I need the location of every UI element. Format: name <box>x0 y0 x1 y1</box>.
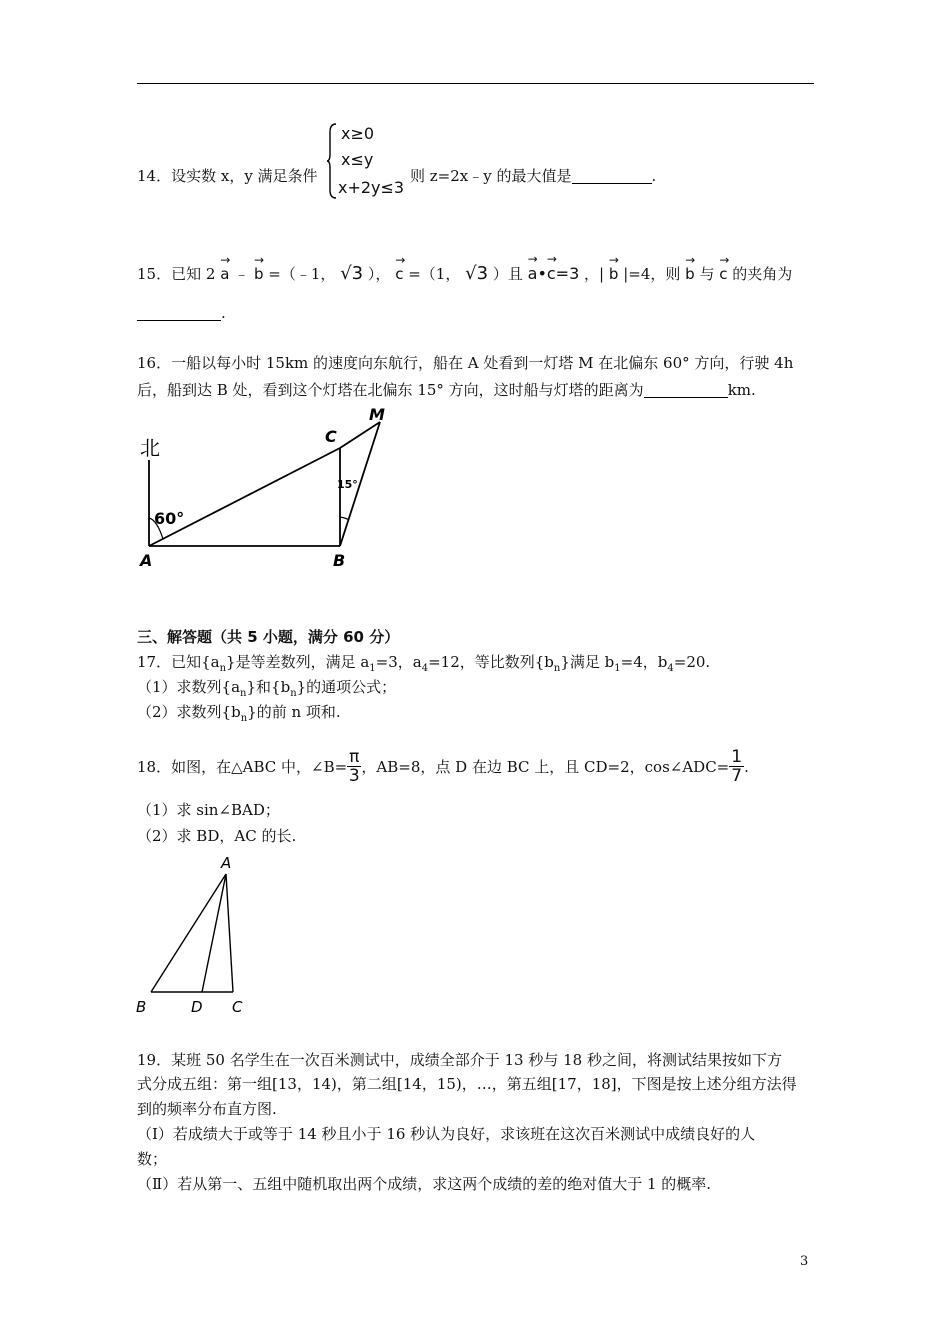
q17-line-1: 17．已知$\{a_n\}$是等差数列，满足 $a_1=3$，$a_4=12$，等比数列$\{b_n\}$满足 $b_1=4$，$b_4=20$. <box>137 653 711 674</box>
section-3-heading: 三、解答题（共 5 小题，满分 60 分） <box>137 628 400 646</box>
q15-vector-b-abs: → b <box>608 253 619 283</box>
q15-vector-b-angle: → b <box>685 253 696 283</box>
q18-fraction-pi-over-3: $\frac{\pi}{3}$ <box>348 747 360 786</box>
line-CM <box>340 422 380 448</box>
q16-unit: km. <box>727 381 756 399</box>
q19-line-2: 式分成五组：第一组[13，14)，第二组[14，15)，…，第五组[17，18]，下图是按上述分组方法得 <box>137 1075 797 1093</box>
label-C: C <box>325 427 337 446</box>
q17-part-2: （2）求数列$\{b_n\}$的前 n 项和. <box>137 703 341 724</box>
angle-arc-B <box>340 517 349 520</box>
label-D: D <box>191 998 203 1016</box>
q16-line-2-text: 后，船到达 B 处，看到这个灯塔在北偏东 15° 方向，这时船与灯塔的距离为 <box>137 381 644 399</box>
q15-minus: ﹣ <box>234 265 250 283</box>
line-AB <box>151 874 226 992</box>
q14-prefix: 14．设实数 x，y 满足条件 <box>137 167 318 185</box>
q17-part-1: （1）求数列$\{a_n\}$和$\{b_n\}$的通项公式； <box>137 678 397 699</box>
q15-end: . <box>221 304 226 322</box>
q15-t1: 15．已知 2 <box>137 265 216 283</box>
q18-line-1 <box>137 748 749 785</box>
label-A: A <box>140 551 153 570</box>
q15-t2: =（﹣1， <box>268 265 336 283</box>
q14-condition-3: x+2y≤3 <box>338 178 405 197</box>
q15-t8: ，| <box>584 265 605 283</box>
q18-t1: 18．如图，在△ABC 中，∠B= <box>137 758 348 776</box>
q18-t3: . <box>744 757 749 776</box>
q16-answer-blank <box>644 383 728 398</box>
q19-line-3: 到的频率分布直方图. <box>137 1100 277 1118</box>
q19-line-1: 19．某班 50 名学生在一次百米测试中，成绩全部介于 13 秒与 18 秒之间，将测试结果按如下方 <box>137 1051 782 1069</box>
q15-answer <box>137 304 226 322</box>
q14-condition-1: x≥0 <box>341 124 375 143</box>
header-rule <box>137 83 814 84</box>
q15-t4: =（1， <box>408 265 461 283</box>
q18-part-2: （2）求 BD，AC 的长. <box>137 827 297 845</box>
q14-brace <box>326 122 338 200</box>
q19-line-6: （Ⅱ）若从第一、五组中随机取出两个成绩，求这两个成绩的差的绝对值大于 1 的概率. <box>137 1175 712 1193</box>
q18-figure <box>130 850 260 1020</box>
label-A: A <box>221 854 232 872</box>
q18-fraction-1-over-7: $\frac{1}{7}$ <box>731 747 743 786</box>
q15-vector-c: → c <box>395 253 406 283</box>
q15-t3: ）， <box>367 265 391 283</box>
q18-t2: ，AB=8，点 D 在边 BC 上，且 CD=2，cos∠ADC= <box>361 758 730 776</box>
q15-t10: 与 <box>699 265 715 283</box>
label-north: 北 <box>140 436 160 460</box>
line-AC <box>226 874 233 992</box>
label-angle-60: 60° <box>154 509 185 528</box>
q16-figure <box>130 400 400 575</box>
q15-sqrt3-b: √3 <box>465 263 489 284</box>
q15-sqrt3-a: √3 <box>340 263 364 284</box>
q15-line <box>137 252 793 284</box>
label-B: B <box>136 998 147 1016</box>
q19-line-4: （Ⅰ）若成绩大于或等于 14 秒且小于 16 秒认为良好，求该班在这次百米测试中成绩良好的人 <box>137 1125 756 1143</box>
q15-t11: 的夹角为 <box>732 265 793 283</box>
q14-suffix <box>410 165 656 186</box>
q15-vector-c-angle: → c <box>719 253 730 283</box>
label-B: B <box>333 551 346 570</box>
page-number: 3 <box>800 1254 809 1269</box>
label-C: C <box>232 998 243 1016</box>
q15-vector-b: → b <box>253 253 265 283</box>
q15-dot-product: → a• → c=3 <box>527 252 580 283</box>
label-angle-15: 15° <box>337 478 358 491</box>
q16-line-1: 16．一船以每小时 15km 的速度向东航行，船在 A 处看到一灯塔 M 在北偏东 60° 方向，行驶 4h <box>137 354 794 372</box>
q19-line-5: 数； <box>137 1150 168 1168</box>
q15-answer-blank <box>137 306 221 321</box>
q18-part-1: （1）求 sin∠BAD； <box>137 801 280 819</box>
q14-answer-blank <box>572 169 652 184</box>
q16-line-2 <box>137 379 756 400</box>
q15-vector-a: → a <box>220 253 231 283</box>
q14-condition-2: x≤y <box>341 150 374 169</box>
q14-end: . <box>651 167 657 185</box>
q15-t5: ）且 <box>492 265 523 283</box>
line-AC <box>149 448 340 546</box>
q14-suffix-text: 则 z=2x﹣y 的最大值是 <box>410 167 572 185</box>
label-M: M <box>369 405 385 424</box>
q15-t9: |=4，则 <box>623 265 681 283</box>
